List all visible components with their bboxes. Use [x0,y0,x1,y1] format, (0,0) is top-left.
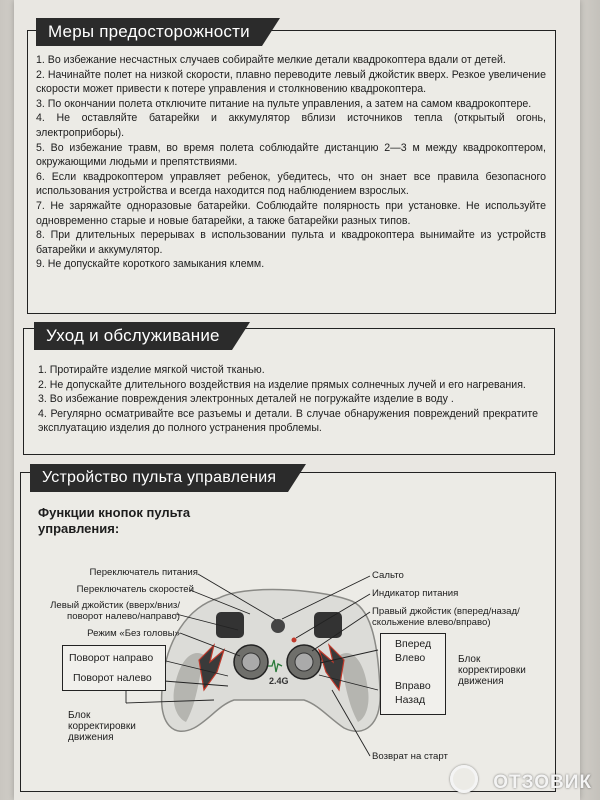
right-trim-frame [380,633,446,715]
precaution-item: 5. Во избежание травм, во время полета соблюдайте дистанцию 2—3 м между квадрокоптером, окружающими людьми и препятствиями. [36,141,546,169]
label-right: Вправо [395,680,431,692]
label-return-start: Возврат на старт [372,751,448,762]
device-model-text: 2.4G [269,676,289,686]
label-trim-right-line1: Блок [458,654,481,665]
label-trim-left-line3: движения [68,732,114,743]
label-back: Назад [395,694,426,706]
center-button [271,619,285,633]
label-forward: Вперед [395,638,432,650]
care-item: 3. Во избежание повреждения электронных деталей не погружайте изделие в воду . [38,393,454,406]
label-left: Влево [395,652,426,664]
instruction-sheet [14,0,580,800]
label-trim-right-line2: корректировки [458,665,526,676]
label-trim-left-line2: корректировки [68,721,136,732]
precaution-item: 1. Во избежание несчастных случаев собирайте мелкие детали квадрокоптера вдали от детей. [36,54,506,66]
care-heading: Уход и обслуживание [34,322,232,350]
watermark-logo-icon [450,765,478,793]
label-right-stick-line1: Правый джойстик (вперед/назад/ [372,606,520,617]
label-power-switch: Переключатель питания [89,567,198,578]
label-trim-right-line3: движения [458,676,504,687]
label-power-led: Индикатор питания [372,588,459,599]
remote-subtitle-line2: управления: [38,521,120,536]
remote-subtitle-line1: Функции кнопок пульта [38,505,191,520]
label-turn-right: Поворот направо [69,652,154,664]
left-trim-frame [62,645,166,691]
care-item: 1. Протирайте изделие мягкой чистой тканью. [38,364,265,376]
precaution-item: 9. Не допускайте короткого замыкания клемм. [36,258,265,271]
precaution-item: 2. Начинайте полет на низкой скорости, плавно переводите левый джойстик вверх. Резкое увеличение скорости может привести к потере управления и столкновению квадрокоптера. [36,68,546,96]
label-speed-switch: Переключатель скоростей [76,584,194,595]
remote-heading: Устройство пульта управления [30,464,288,492]
precaution-item: 3. По окончании полета отключите питание на пульте управления, а затем на самом квадрокоптере. [36,97,532,110]
precaution-item: 8. При длительных перерывах в использовании пульта и квадрокоптера вынимайте из устройств батарейки и аккумулятор. [36,229,546,256]
precaution-item: 7. Не заряжайте одноразовые батарейки. Соблюдайте полярность при установке. Не используйте одновременно старые и новые батарейки, а также батарейки разных типов. [36,199,546,227]
power-led [292,638,297,643]
left-stick [242,653,260,671]
right-stick [295,653,313,671]
precaution-item: 4. Не оставляйте батарейки и аккумулятор вблизи источников тепла (открытый огонь, электроприборы). [36,112,546,139]
precaution-item: 6. Если квадрокоптером управляет ребенок, убедитесь, что он знает все правила безопасного использования устройства и всегда находится под наблюдением взрослых. [36,170,546,198]
label-headless-mode: Режим «Без головы» [87,628,180,639]
label-left-stick-line1: Левый джойстик (вверх/вниз/ [50,600,180,611]
label-trim-left-line1: Блок [68,710,91,721]
precautions-heading: Меры предосторожности [36,18,262,46]
label-flip: Сальто [372,570,404,581]
label-left-stick-line2: поворот налево/направо) [67,611,180,622]
label-right-stick-line2: скольжение влево/вправо) [372,617,491,628]
label-turn-left: Поворот налево [73,672,152,684]
watermark-text: ОТЗОВИК [493,772,592,793]
care-item: 2. Не допускайте длительного воздействия на изделие прямых солнечных лучей и его нагревания. [38,378,526,391]
care-item: 4. Регулярно осматривайте все разъемы и детали. В случае обнаружения повреждений прекратите эксплуатацию изделия до полного устранения проблемы. [38,407,538,435]
